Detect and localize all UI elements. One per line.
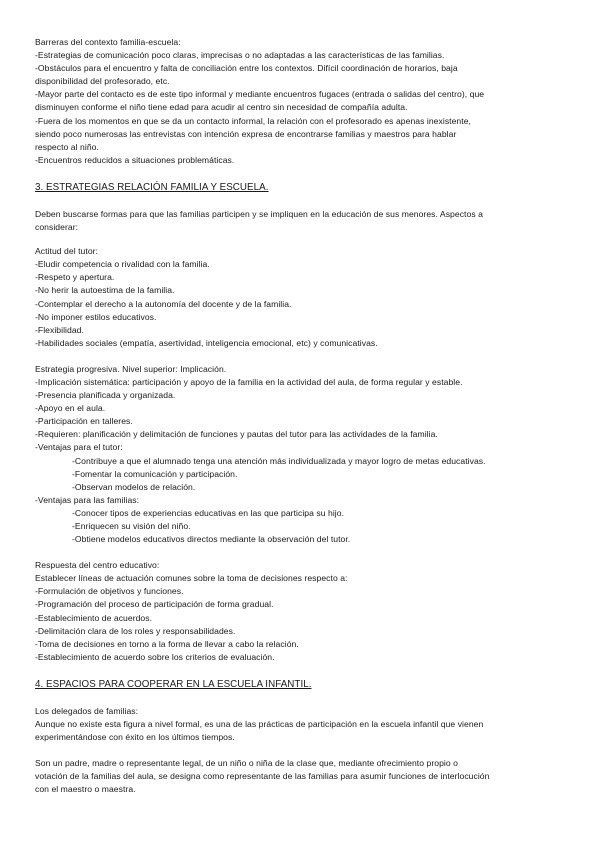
- section-heading-4: 4. ESPACIOS PARA COOPERAR EN LA ESCUELA INFANTIL.: [35, 678, 312, 690]
- respuesta-line: -Establecimiento de acuerdo sobre los criterios de evaluación.: [35, 651, 275, 662]
- actitud-title: Actitud del tutor:: [35, 246, 98, 257]
- intro-3-line: Deben buscarse formas para que las familias participen y se impliquen en la educación de sus menores. Aspectos a: [35, 208, 483, 219]
- estrategia-title: Estrategia progresiva. Nivel superior: Implicación.: [35, 363, 227, 374]
- actitud-line: -No imponer estilos educativos.: [35, 311, 157, 322]
- intro-3-paragraph: [35, 208, 565, 234]
- ventajas-tutor-item: -Fomentar la comunicación y participación.: [72, 468, 238, 479]
- actitud-line: -Respeto y apertura.: [35, 272, 115, 283]
- estrategia-section: [35, 363, 565, 546]
- estrategia-line: -Requieren: planificación y delimitación de funciones y pautas del tutor para las actividades de la familia.: [35, 429, 438, 440]
- respuesta-line: -Formulación de objetivos y funciones.: [35, 586, 184, 597]
- ventajas-familias-item: -Conocer tipos de experiencias educativas en las que participa su hijo.: [72, 507, 345, 518]
- ventajas-tutor-item: -Contribuye a que el alumnado tenga una atención más individualizada y mayor logro de metas educativas.: [72, 455, 486, 466]
- delegados-para2-line: con el maestro o maestra.: [35, 784, 136, 795]
- barreras-line: disponibilidad del profesorado, etc.: [35, 76, 170, 87]
- respuesta-line: -Toma de decisiones en torno a la forma de llevar a cabo la relación.: [35, 638, 299, 649]
- respuesta-title: Respuesta del centro educativo:: [35, 560, 160, 571]
- barreras-line: siendo poco numerosas las entrevistas con intención expresa de encontrarse familias y maestros para hablar: [35, 128, 457, 139]
- actitud-line: -Flexibilidad.: [35, 324, 84, 335]
- delegados-para2-line: votación de la familias del aula, se designa como representante de las familias para asumir funciones de interlocución: [35, 771, 490, 782]
- delegados-title: Los delegados de familias:: [35, 705, 139, 716]
- delegados-para2-line: Son un padre, madre o representante legal, de un niño o niña de la clase que, mediante ofrecimiento propio o: [35, 758, 458, 769]
- ventajas-familias-item: -Enriquecen su visión del niño.: [72, 521, 191, 531]
- barreras-line: respecto al niño.: [35, 141, 99, 152]
- barreras-section: [35, 36, 565, 167]
- barreras-line: -Estrategias de comunicación poco claras, imprecisas o no adaptadas a las características de las familias.: [35, 50, 445, 61]
- ventajas-tutor-title: -Ventajas para el tutor:: [35, 442, 123, 453]
- actitud-line: -Habilidades sociales (empatía, asertividad, inteligencia emocional, etc) y comunicativas.: [35, 337, 378, 348]
- actitud-section: [35, 245, 565, 350]
- actitud-line: -No herir la autoestima de la familia.: [35, 285, 175, 296]
- barreras-line: -Mayor parte del contacto es de este tipo informal y mediante encuentros fugaces (entrada o salidas del centro), que: [35, 89, 485, 100]
- ventajas-familias-title: -Ventajas para las familias:: [35, 494, 140, 505]
- barreras-line: -Fuera de los momentos en que se da un contacto informal, la relación con el profesorado es apenas inexistente,: [35, 115, 471, 126]
- delegados-section: [35, 705, 565, 797]
- delegados-line: Aunque no existe esta figura a nivel formal, es una de las prácticas de participación en la escuela infantil que vienen: [35, 719, 484, 730]
- document-page: [35, 36, 565, 797]
- ventajas-tutor-item: -Observan modelos de relación.: [72, 481, 196, 492]
- estrategia-line: -Apoyo en el aula.: [35, 403, 106, 414]
- respuesta-line: -Delimitación clara de los roles y responsabilidades.: [35, 625, 236, 636]
- respuesta-line: -Programación del proceso de participación de forma gradual.: [35, 599, 274, 610]
- respuesta-section: [35, 559, 565, 664]
- actitud-line: -Contemplar el derecho a la autonomía del docente y de la familia.: [35, 298, 292, 309]
- estrategia-line: -Participación en talleres.: [35, 416, 133, 427]
- section-heading-3: 3. ESTRATEGIAS RELACIÓN FAMILIA Y ESCUELA.: [35, 181, 269, 193]
- respuesta-line: -Establecimiento de acuerdos.: [35, 612, 153, 623]
- actitud-line: -Eludir competencia o rivalidad con la familia.: [35, 259, 210, 270]
- respuesta-line: Establecer líneas de actuación comunes sobre la toma de decisiones respecto a:: [35, 573, 348, 584]
- estrategia-line: -Implicación sistemática: participación y apoyo de la familia en la actividad del aula, de forma regular y estable.: [35, 376, 463, 387]
- delegados-line: experimentándose con éxito en los últimos tiempos.: [35, 732, 235, 743]
- barreras-title: Barreras del contexto familia-escuela:: [35, 37, 181, 47]
- ventajas-familias-item: -Obtiene modelos educativos directos mediante la observación del tutor.: [72, 534, 351, 545]
- barreras-line: disminuyen conforme el niño tiene edad para acudir al centro sin necesidad de compañía adulta.: [35, 102, 408, 113]
- barreras-line: -Encuentros reducidos a situaciones problemáticas.: [35, 154, 235, 165]
- intro-3-line: considerar:: [35, 222, 79, 233]
- barreras-line: -Obstáculos para el encuentro y falta de conciliación entre los contextos. Difícil coordinación de horarios, baja: [35, 63, 458, 74]
- estrategia-line: -Presencia planificada y organizada.: [35, 390, 176, 401]
